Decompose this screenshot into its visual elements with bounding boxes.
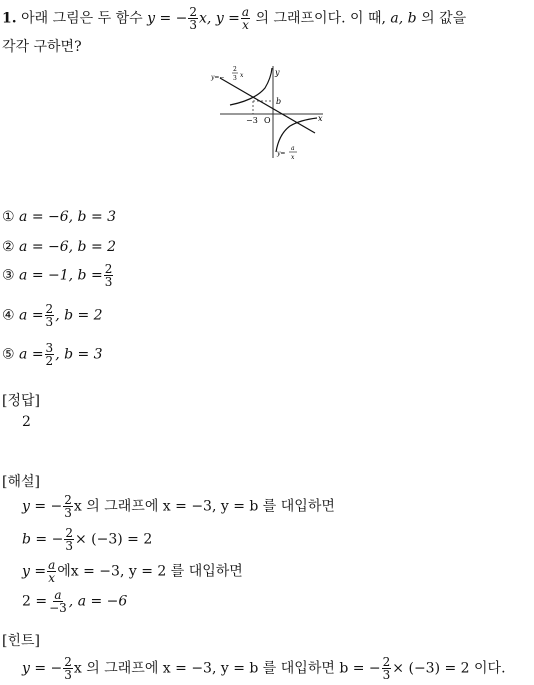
graph-label-hyp-num: a bbox=[291, 145, 295, 152]
graph-label-origin: O bbox=[264, 116, 271, 125]
explanation-line-1: y = − $\frac{2}{3}$ x 의 그래프에 x = −3, y = b 를 대입하면 bbox=[22, 493, 335, 520]
graph-label-line-x: x bbox=[240, 72, 244, 79]
hint-heading: [힌트] bbox=[2, 633, 40, 649]
choice-marker: ④ bbox=[2, 307, 15, 324]
choice-text: a = −1, b = bbox=[19, 267, 103, 284]
choice-4[interactable] bbox=[2, 303, 103, 328]
choice-fraction: $\frac{3}{2}$ bbox=[45, 341, 54, 368]
question-line-2: 각각 구하면? bbox=[2, 39, 82, 55]
graph-label-hyp: y= bbox=[277, 150, 286, 157]
answer-heading: [정답] bbox=[2, 393, 40, 409]
choice-text: a = bbox=[19, 346, 44, 363]
explanation-fraction: $\frac{a}{-3}$ bbox=[49, 588, 67, 615]
choice-marker: ③ bbox=[2, 267, 15, 284]
choice-text: a = −6, b = 3 bbox=[19, 209, 117, 225]
graph-label-x: x bbox=[318, 114, 323, 123]
function-graph bbox=[205, 60, 330, 165]
choice-marker: ⑤ bbox=[2, 346, 15, 363]
choice-1[interactable] bbox=[2, 208, 116, 226]
question-text-a: 아래 그림은 두 함수 bbox=[21, 10, 143, 27]
graph-label-neg3: −3 bbox=[246, 116, 258, 125]
hint-line: y = − $\frac{2}{3}$ x 의 그래프에 x = −3, y = b 를 대입하면 b = − $\frac{2}{3}$ × (−3) = 2 이다. bbox=[22, 655, 506, 682]
function-1-fraction: $\frac{2}{3}$ bbox=[189, 5, 197, 32]
function-1-right: x, bbox=[199, 10, 212, 27]
question-text-b: 의 그래프이다. 이 때, bbox=[255, 10, 386, 27]
question-line-1 bbox=[2, 6, 466, 31]
graph-label-hyp-den: x bbox=[291, 154, 295, 161]
explanation-heading: [해설] bbox=[2, 474, 40, 490]
choice-3[interactable] bbox=[2, 263, 114, 288]
graph-label-line-y: y=− bbox=[211, 74, 225, 81]
graph-label-y: y bbox=[275, 68, 280, 77]
explanation-line-4: 2 = $\frac{a}{-3}$ , a = −6 bbox=[22, 588, 128, 615]
function-1-left: y = − bbox=[147, 10, 188, 27]
answer-value: 2 bbox=[22, 414, 31, 430]
graph-label-b: b bbox=[276, 97, 282, 106]
function-2-left: y = bbox=[215, 10, 240, 27]
choice-text-post: , b = 2 bbox=[55, 307, 103, 324]
choice-fraction: $\frac{2}{3}$ bbox=[104, 262, 113, 289]
choice-2[interactable] bbox=[2, 238, 116, 256]
hint-fraction-2: $\frac{2}{3}$ bbox=[382, 655, 391, 682]
explanation-fraction: $\frac{2}{3}$ bbox=[64, 493, 72, 520]
explanation-line-3: y = $\frac{a}{x}$ 에x = −3, y = 2 를 대입하면 bbox=[22, 558, 243, 585]
hyperbola-lower-branch bbox=[276, 118, 317, 152]
explanation-fraction: $\frac{a}{x}$ bbox=[48, 558, 56, 585]
choice-text-post: , b = 3 bbox=[55, 346, 103, 363]
question-number: 1. bbox=[2, 10, 17, 27]
hyperbola-upper-branch bbox=[230, 68, 272, 105]
explanation-fraction: $\frac{2}{3}$ bbox=[65, 526, 73, 553]
choice-text: a = bbox=[19, 307, 44, 324]
choice-fraction: $\frac{2}{3}$ bbox=[45, 302, 54, 329]
graph-label-line-num: 2 bbox=[233, 66, 237, 73]
explanation-line-2: b = − $\frac{2}{3}$ × (−3) = 2 bbox=[22, 526, 153, 553]
choice-marker: ② bbox=[2, 239, 15, 255]
choice-5[interactable] bbox=[2, 342, 103, 367]
graph-label-line-den: 3 bbox=[233, 75, 237, 82]
question-vars: a, b bbox=[390, 10, 417, 27]
question-text-c: 의 값을 bbox=[421, 10, 467, 27]
choice-text: a = −6, b = 2 bbox=[19, 239, 117, 255]
hint-fraction: $\frac{2}{3}$ bbox=[64, 655, 72, 682]
choice-marker: ① bbox=[2, 209, 15, 225]
function-2-fraction: $\frac{a}{x}$ bbox=[241, 5, 250, 32]
